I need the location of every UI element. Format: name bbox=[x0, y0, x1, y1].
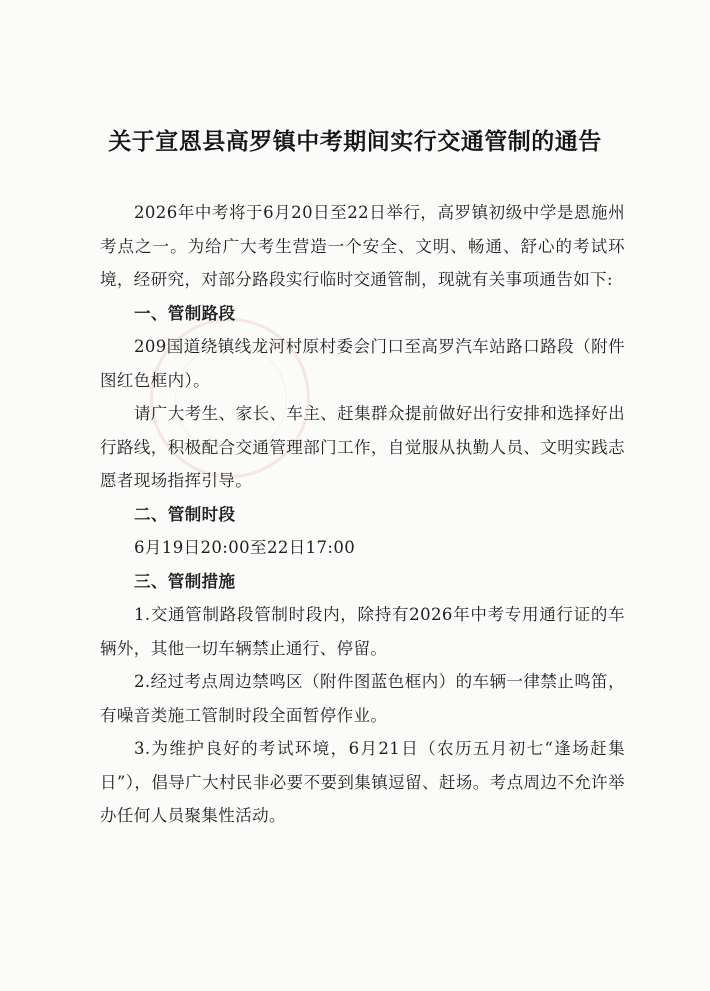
intro-paragraph: 2026年中考将于6月20日至22日举行，高罗镇初级中学是恩施州考点之一。为给广大考生营造一个安全、文明、畅通、舒心的考试环境，经研究，对部分路段实行临时交通管制，现就有关事项通告如下: bbox=[100, 203, 625, 289]
measure-1-paragraph: 1.交通管制路段管制时段内，除持有2026年中考专用通行证的车辆外，其他一切车辆禁止通行、停留。 bbox=[100, 605, 625, 658]
section-heading-control-measures: 三、管制措施 bbox=[134, 571, 236, 591]
notice-body bbox=[100, 196, 625, 833]
control-road-paragraph: 209国道绕镇线龙河村原村委会门口至高罗汽车站路口路段（附件图红色框内）。 bbox=[100, 337, 625, 390]
notice-title: 关于宣恩县高罗镇中考期间实行交通管制的通告 bbox=[108, 128, 602, 155]
measure-3-paragraph: 3.为维护良好的考试环境，6月21日（农历五月初七“逢场赶集日”），倡导广大村民非必要不要到集镇逗留、赶场。考点周边不允许举办任何人员聚集性活动。 bbox=[100, 739, 625, 825]
measure-2-paragraph: 2.经过考点周边禁鸣区（附件图蓝色框内）的车辆一律禁止鸣笛，有噪音类施工管制时段全面暂停作业。 bbox=[100, 672, 625, 725]
section-heading-control-period: 二、管制时段 bbox=[134, 504, 236, 524]
control-period-paragraph: 6月19日20:00至22日17:00 bbox=[134, 538, 356, 557]
travel-advice-paragraph: 请广大考生、家长、车主、赶集群众提前做好出行安排和选择好出行路线，积极配合交通管理部门工作，自觉服从执勤人员、文明实践志愿者现场指挥引导。 bbox=[100, 404, 625, 490]
section-heading-control-road: 一、管制路段 bbox=[134, 303, 236, 323]
